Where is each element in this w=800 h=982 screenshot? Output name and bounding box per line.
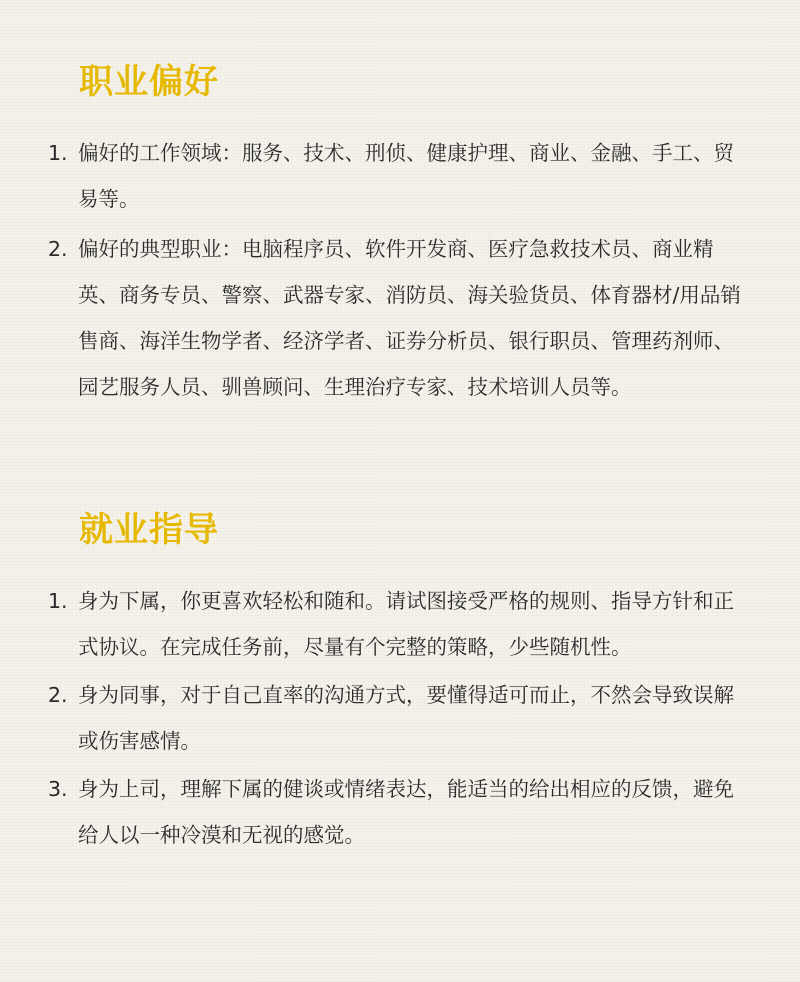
item-text: 身为同事，对于自己直率的沟通方式，要懂得适可而止，不然会导致误解或伤害感情。	[78, 683, 734, 753]
list-item	[48, 226, 748, 410]
list-item	[48, 672, 748, 764]
item-number: 3.	[48, 777, 68, 801]
list-item	[48, 130, 748, 222]
item-text: 身为上司，理解下属的健谈或情绪表达，能适当的给出相应的反馈，避免给人以一种冷漠和无视的感觉。	[78, 777, 734, 847]
section-title-career-preference: 职业偏好	[79, 62, 219, 102]
section-title-employment-guidance: 就业指导	[79, 510, 219, 550]
item-text: 偏好的工作领域：服务、技术、刑侦、健康护理、商业、金融、手工、贸易等。	[78, 141, 734, 211]
list-item	[48, 766, 748, 858]
item-number: 1.	[48, 589, 68, 613]
item-number: 1.	[48, 141, 68, 165]
item-text: 偏好的典型职业：电脑程序员、软件开发商、医疗急救技术员、商业精英、商务专员、警察、武器专家、消防员、海关验货员、体育器材/用品销售商、海洋生物学者、经济学者、证券分析员、银行职员、管理药剂师、园艺服务人员、驯兽顾问、生理治疗专家、技术培训人员等。	[78, 237, 741, 399]
list-item	[48, 578, 748, 670]
employment-guidance-list	[48, 578, 748, 858]
item-number: 2.	[48, 237, 68, 261]
item-text: 身为下属，你更喜欢轻松和随和。请试图接受严格的规则、指导方针和正式协议。在完成任务前，尽量有个完整的策略，少些随机性。	[78, 589, 734, 659]
career-preference-list	[48, 130, 748, 410]
item-number: 2.	[48, 683, 68, 707]
